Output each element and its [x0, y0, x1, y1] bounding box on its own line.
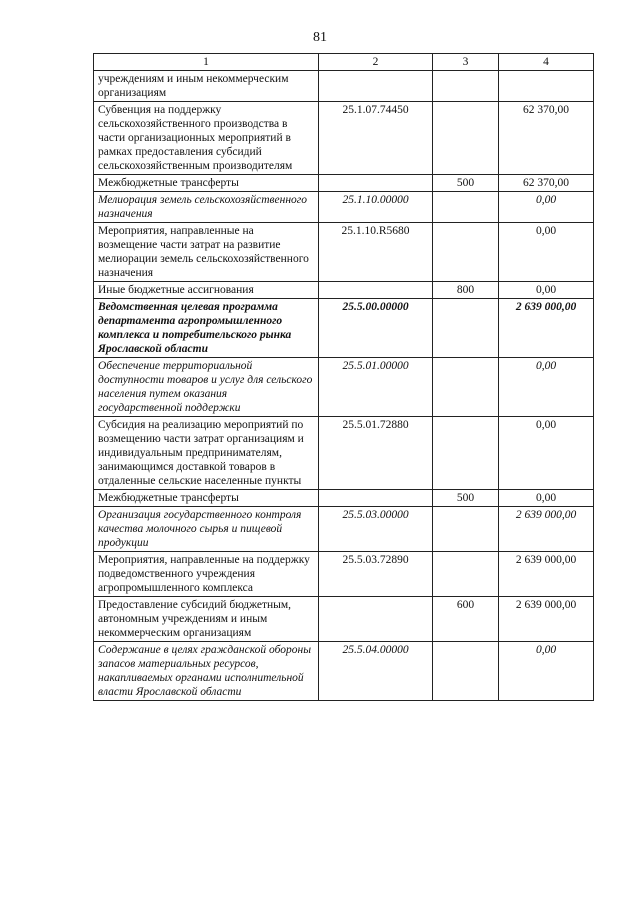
row-amount-cell: 0,00	[499, 642, 594, 701]
row-expense-type-cell	[433, 299, 499, 358]
table-row	[94, 507, 594, 552]
table-row	[94, 358, 594, 417]
row-amount-cell: 2 639 000,00	[499, 299, 594, 358]
row-code-cell: 25.5.01.72880	[319, 417, 433, 490]
row-amount-cell: 0,00	[499, 417, 594, 490]
row-expense-type-cell	[433, 552, 499, 597]
row-amount-cell: 0,00	[499, 282, 594, 299]
header-cell: 3	[433, 54, 499, 71]
row-name-cell: Мелиорация земель сельскохозяйственного назначения	[94, 192, 319, 223]
row-name-cell: Предоставление субсидий бюджетным, автономным учреждениям и иным некоммерческим организациям	[94, 597, 319, 642]
table-row	[94, 223, 594, 282]
row-amount-cell: 0,00	[499, 490, 594, 507]
page-number: 81	[313, 30, 327, 45]
row-expense-type-cell	[433, 102, 499, 175]
table-row	[94, 552, 594, 597]
row-expense-type-cell: 500	[433, 175, 499, 192]
row-amount-cell: 0,00	[499, 223, 594, 282]
row-name-cell: Ведомственная целевая программа департамента агропромышленного комплекса и потребительского рынка Ярославской области	[94, 299, 319, 358]
table-row	[94, 282, 594, 299]
row-code-cell	[319, 282, 433, 299]
row-name-cell: Мероприятия, направленные на возмещение части затрат на развитие мелиорации земель сельскохозяйственного назначения	[94, 223, 319, 282]
row-code-cell	[319, 597, 433, 642]
row-name-cell: Субсидия на реализацию мероприятий по возмещению части затрат организациям и индивидуальным предпринимателям, занимающимся доставкой товаров в отдаленные сельские населенные пункты	[94, 417, 319, 490]
row-amount-cell: 2 639 000,00	[499, 507, 594, 552]
row-name-cell: Субвенция на поддержку сельскохозяйственного производства в части организационных мероприятий в рамках предоставления субсидий сельскохозяйственным производителям	[94, 102, 319, 175]
row-amount-cell: 0,00	[499, 192, 594, 223]
row-name-cell: Организация государственного контроля качества молочного сырья и пищевой продукции	[94, 507, 319, 552]
row-code-cell: 25.5.01.00000	[319, 358, 433, 417]
row-amount-cell: 2 639 000,00	[499, 597, 594, 642]
row-code-cell: 25.1.07.74450	[319, 102, 433, 175]
table-row	[94, 192, 594, 223]
row-expense-type-cell	[433, 358, 499, 417]
row-code-cell	[319, 490, 433, 507]
header-cell: 4	[499, 54, 594, 71]
row-expense-type-cell	[433, 417, 499, 490]
table-row	[94, 642, 594, 701]
row-name-cell: учреждениям и иным некоммерческим организациям	[94, 71, 319, 102]
table-row	[94, 175, 594, 192]
row-amount-cell	[499, 71, 594, 102]
row-expense-type-cell: 800	[433, 282, 499, 299]
header-cell: 2	[319, 54, 433, 71]
row-expense-type-cell	[433, 223, 499, 282]
table-row	[94, 71, 594, 102]
header-row	[94, 54, 594, 71]
table-row	[94, 417, 594, 490]
table-row	[94, 597, 594, 642]
row-expense-type-cell	[433, 71, 499, 102]
row-amount-cell: 0,00	[499, 358, 594, 417]
row-amount-cell: 62 370,00	[499, 102, 594, 175]
row-code-cell: 25.1.10.R5680	[319, 223, 433, 282]
row-code-cell: 25.5.00.00000	[319, 299, 433, 358]
table-row	[94, 490, 594, 507]
row-expense-type-cell: 600	[433, 597, 499, 642]
row-name-cell: Межбюджетные трансферты	[94, 490, 319, 507]
row-amount-cell: 62 370,00	[499, 175, 594, 192]
row-name-cell: Содержание в целях гражданской обороны запасов материальных ресурсов, накапливаемых органами исполнительной власти Ярославской области	[94, 642, 319, 701]
row-name-cell: Межбюджетные трансферты	[94, 175, 319, 192]
row-code-cell	[319, 175, 433, 192]
row-amount-cell: 2 639 000,00	[499, 552, 594, 597]
budget-table	[93, 53, 594, 701]
row-code-cell: 25.1.10.00000	[319, 192, 433, 223]
row-name-cell: Мероприятия, направленные на поддержку подведомственного учреждения агропромышленного комплекса	[94, 552, 319, 597]
table-row	[94, 299, 594, 358]
row-expense-type-cell	[433, 192, 499, 223]
row-code-cell: 25.5.03.72890	[319, 552, 433, 597]
row-code-cell: 25.5.03.00000	[319, 507, 433, 552]
table-row	[94, 102, 594, 175]
row-code-cell: 25.5.04.00000	[319, 642, 433, 701]
row-name-cell: Обеспечение территориальной доступности товаров и услуг для сельского населения путем оказания государственной поддержки	[94, 358, 319, 417]
row-code-cell	[319, 71, 433, 102]
header-cell: 1	[94, 54, 319, 71]
row-expense-type-cell: 500	[433, 490, 499, 507]
row-expense-type-cell	[433, 507, 499, 552]
row-name-cell: Иные бюджетные ассигнования	[94, 282, 319, 299]
row-expense-type-cell	[433, 642, 499, 701]
